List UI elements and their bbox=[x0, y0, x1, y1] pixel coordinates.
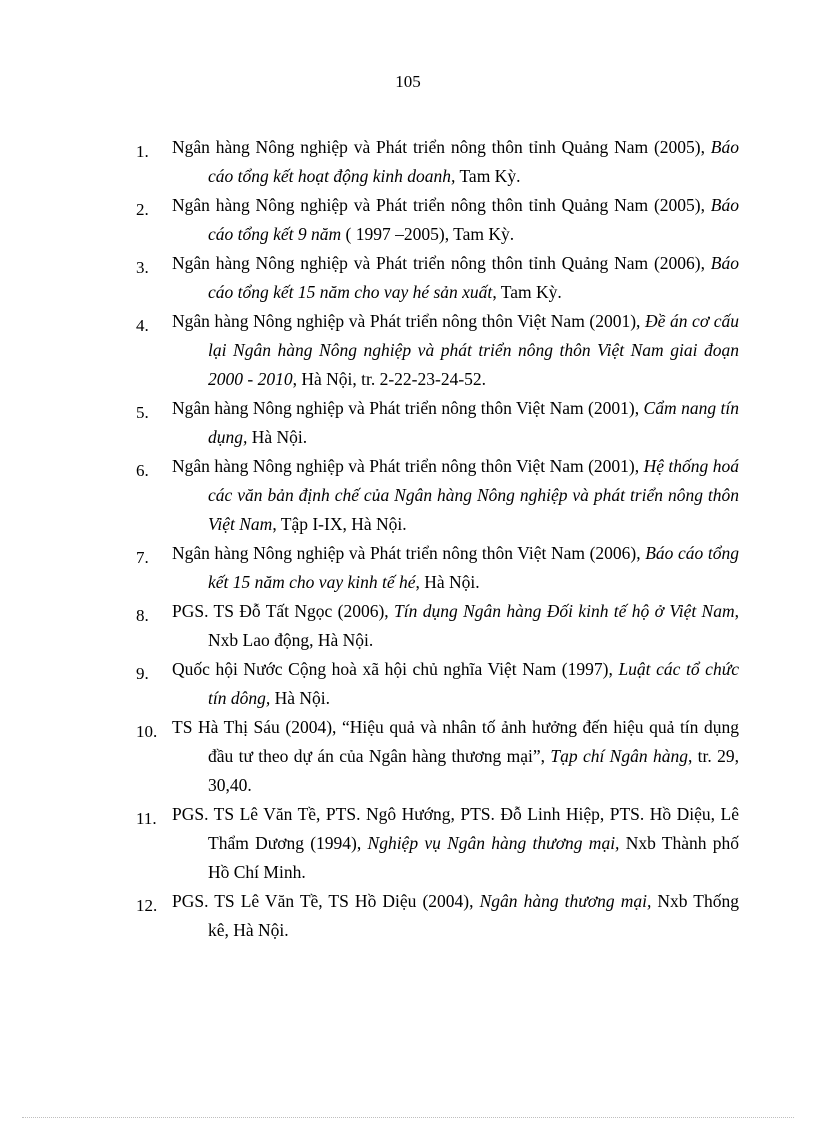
reference-number: 4. bbox=[136, 316, 149, 335]
reference-text bbox=[172, 659, 739, 708]
reference-item bbox=[136, 800, 739, 887]
reference-segment: ( 1997 –2005), Tam Kỳ. bbox=[341, 224, 515, 244]
reference-title: Đề án cơ cấu lại Ngân hàng Nông nghiệp và phát triển nông thôn Việt Nam giai đoạn 2000 - 2010 bbox=[208, 311, 740, 389]
reference-text bbox=[172, 804, 739, 882]
reference-item bbox=[136, 307, 739, 394]
reference-title: Báo cáo tổng kết 15 năm cho vay kinh tế hé bbox=[208, 543, 739, 592]
reference-segment: Nxb Thành phố Hồ Chí Minh. bbox=[208, 833, 739, 882]
reference-segment: PGS. TS Lê Văn Tề, PTS. Ngô Hướng, PTS. Đỗ Linh Hiệp, PTS. Hồ Diệu, Lê Thẩm Dương (1994), bbox=[172, 804, 739, 853]
reference-number: 9. bbox=[136, 664, 149, 683]
reference-segment: Hà Nội. bbox=[247, 427, 308, 447]
reference-segment: Tam Kỳ. bbox=[455, 166, 521, 186]
reference-text bbox=[172, 195, 739, 244]
reference-title: Cẩm nang tín dụng, bbox=[208, 398, 739, 447]
reference-number: 11. bbox=[136, 809, 157, 828]
reference-item bbox=[136, 191, 739, 249]
reference-number: 7. bbox=[136, 548, 149, 567]
reference-text bbox=[172, 398, 739, 447]
reference-item bbox=[136, 713, 739, 800]
reference-number: 2. bbox=[136, 200, 149, 219]
reference-item bbox=[136, 597, 739, 655]
reference-segment: , Tam Kỳ. bbox=[492, 282, 562, 302]
reference-number: 3. bbox=[136, 258, 149, 277]
reference-number: 10. bbox=[136, 722, 158, 741]
reference-segment: Ngân hàng Nông nghiệp và Phát triển nông thôn tỉnh Quảng Nam (2005), bbox=[172, 137, 711, 157]
reference-item bbox=[136, 887, 739, 945]
reference-list bbox=[136, 133, 739, 945]
reference-segment: Ngân hàng Nông nghiệp và Phát triển nông thôn tỉnh Quảng Nam (2005), bbox=[172, 195, 711, 215]
reference-title: Báo cáo tổng kết 15 năm cho vay hé sản xuất bbox=[208, 253, 739, 302]
reference-segment: TS Hà Thị Sáu (2004), “Hiệu quả và nhân tố ảnh hưởng đến hiệu quả tín dụng đầu tư theo dự án của Ngân hàng thương mại”, bbox=[172, 717, 739, 766]
reference-text bbox=[172, 601, 739, 650]
reference-text bbox=[172, 717, 739, 795]
reference-number: 8. bbox=[136, 606, 149, 625]
reference-text bbox=[172, 253, 739, 302]
reference-segment: , Tập I-IX, Hà Nội. bbox=[272, 514, 407, 534]
reference-title: Ngân hàng thương mại, bbox=[479, 891, 652, 911]
reference-title: Hệ thống hoá các văn bản định chế của Ngân hàng Nông nghiệp và phát triển nông thôn Việt Nam bbox=[208, 456, 739, 534]
reference-segment: Ngân hàng Nông nghiệp và Phát triển nông thôn Việt Nam (2001), bbox=[172, 456, 644, 476]
reference-title: Tạp chí Ngân hàng bbox=[550, 746, 688, 766]
reference-item bbox=[136, 394, 739, 452]
reference-number: 6. bbox=[136, 461, 149, 480]
reference-segment: , Nxb Lao động, Hà Nội. bbox=[208, 601, 739, 650]
reference-item bbox=[136, 452, 739, 539]
reference-item bbox=[136, 655, 739, 713]
reference-number: 5. bbox=[136, 403, 149, 422]
reference-segment: , Hà Nội, tr. 2-22-23-24-52. bbox=[292, 369, 487, 389]
reference-segment: Ngân hàng Nông nghiệp và Phát triển nông thôn tỉnh Quảng Nam (2006), bbox=[172, 253, 711, 273]
reference-segment: , tr. 29, 30,40. bbox=[208, 746, 739, 795]
reference-title: Luật các tổ chức tín dông, bbox=[208, 659, 740, 708]
reference-number: 1. bbox=[136, 142, 149, 161]
reference-title: Nghiệp vụ Ngân hàng thương mại, bbox=[367, 833, 620, 853]
reference-item bbox=[136, 249, 739, 307]
reference-segment: Ngân hàng Nông nghiệp và Phát triển nông thôn Việt Nam (2001), bbox=[172, 398, 644, 418]
reference-segment: Nxb Thống kê, Hà Nội. bbox=[208, 891, 739, 940]
reference-title: Báo cáo tổng kết hoạt động kinh doanh, bbox=[208, 137, 739, 186]
reference-title: Báo cáo tổng kết 9 năm bbox=[208, 195, 739, 244]
page-bottom-divider bbox=[22, 1117, 794, 1118]
reference-segment: Ngân hàng Nông nghiệp và Phát triển nông thôn Việt Nam (2006), bbox=[172, 543, 646, 563]
reference-segment: PGS. TS Đỗ Tất Ngọc (2006), bbox=[172, 601, 395, 621]
reference-segment: , Hà Nội. bbox=[415, 572, 480, 592]
reference-title: Tín dụng Ngân hàng Đối kinh tế hộ ở Việt Nam bbox=[394, 601, 735, 621]
reference-number: 12. bbox=[136, 896, 158, 915]
reference-text bbox=[172, 543, 739, 592]
reference-text bbox=[172, 311, 739, 389]
reference-segment: Ngân hàng Nông nghiệp và Phát triển nông thôn Việt Nam (2001), bbox=[172, 311, 645, 331]
reference-segment: PGS. TS Lê Văn Tề, TS Hồ Diệu (2004), bbox=[172, 891, 480, 911]
reference-text bbox=[172, 137, 739, 186]
reference-segment: Quốc hội Nước Cộng hoà xã hội chủ nghĩa Việt Nam (1997), bbox=[172, 659, 619, 679]
reference-segment: Hà Nội. bbox=[270, 688, 331, 708]
reference-item bbox=[136, 133, 739, 191]
reference-text bbox=[172, 891, 739, 940]
reference-item bbox=[136, 539, 739, 597]
page-number: 105 bbox=[395, 72, 421, 91]
reference-text bbox=[172, 456, 739, 534]
